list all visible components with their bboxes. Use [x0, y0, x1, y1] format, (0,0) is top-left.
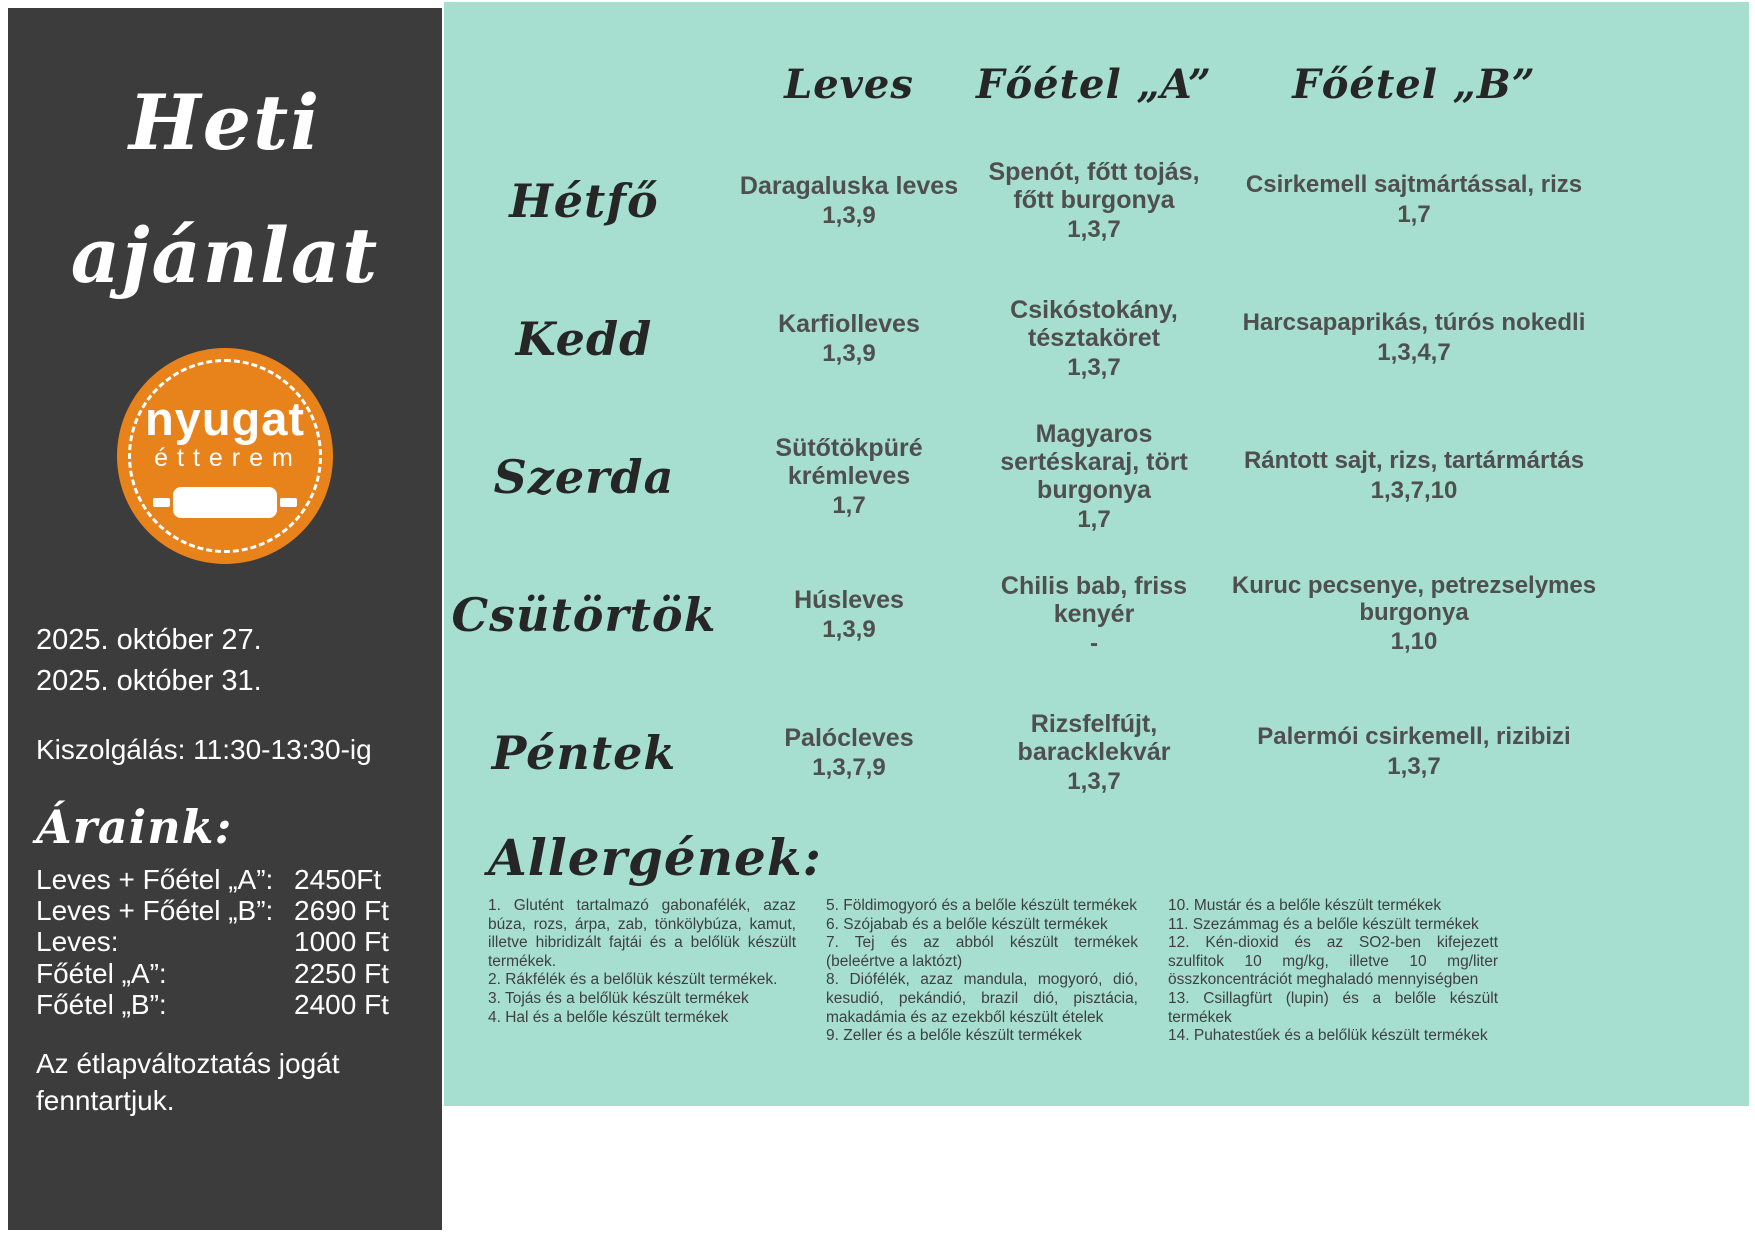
menu-cell-szerda-foetel-a — [974, 408, 1214, 546]
menu-cell-csutortok-leves — [724, 546, 974, 684]
allergen-item: 5. Földimogyoró és a belőle készült termékek — [826, 897, 1138, 914]
rolling-pin-icon — [153, 487, 297, 518]
menu-cell-kedd-foetel-b — [1214, 270, 1614, 408]
allergen-item: 7. Tej és az abból készült termékek (beleértve a laktózt) — [826, 934, 1138, 970]
price-row — [36, 895, 414, 926]
menu-cell-pentek-leves — [724, 684, 974, 822]
day-label-hetfo: Hétfő — [509, 174, 659, 228]
allergen-columns — [488, 897, 1749, 1046]
dish-allergens: 1,3,7,10 — [1370, 477, 1458, 505]
service-hours: Kiszolgálás: 11:30-13:30-ig — [36, 734, 372, 766]
menu-cell-kedd-foetel-a — [974, 270, 1214, 408]
dish-allergens: 1,3,9 — [822, 201, 876, 229]
allergen-column-3 — [1168, 897, 1498, 1046]
dish-allergens: 1,3,9 — [822, 339, 876, 367]
allergen-column-1 — [488, 897, 796, 1046]
menu-area — [444, 2, 1749, 1106]
allergen-item: 14. Puhatestűek és a belőlük készült termékek — [1168, 1027, 1488, 1045]
rolling-pin-handle-left — [153, 498, 170, 507]
allergens-section — [488, 828, 1749, 1046]
dish-allergens: 1,7 — [832, 491, 866, 519]
dish-name: Húsleves — [794, 585, 904, 614]
dish-allergens: 1,3,7,9 — [812, 753, 886, 781]
column-header-foetel-a: Főétel „A” — [976, 60, 1212, 108]
price-row — [36, 864, 414, 895]
price-value: 2250 Ft — [294, 957, 389, 989]
dish-name: Csirkemell sajtmártással, rizs — [1245, 171, 1583, 199]
prices-heading: Áraink: — [36, 800, 233, 855]
column-header-leves: Leves — [784, 60, 914, 108]
rolling-pin-handle-right — [280, 498, 297, 507]
dish-name: Rántott sajt, rizs, tartármártás — [1243, 447, 1585, 475]
page-title — [36, 56, 414, 322]
restaurant-subtitle: étterem — [154, 443, 302, 472]
price-value: 2690 Ft — [294, 894, 389, 926]
dish-allergens: 1,3,7 — [1067, 353, 1121, 381]
allergen-item: 10. Mustár és a belőle készült termékek — [1168, 897, 1442, 914]
dish-allergens: 1,3,7 — [1067, 215, 1121, 243]
day-label-szerda: Szerda — [493, 450, 675, 504]
day-label-pentek: Péntek — [491, 726, 677, 780]
allergen-item: 13. Csillagfürt (lupin) és a belőle készült termékek — [1168, 989, 1498, 1026]
price-label: Főétel „A”: — [36, 957, 167, 989]
dish-name: Kuruc pecsenye, petrezselymes burgonya — [1231, 571, 1597, 626]
price-label: Leves: — [36, 926, 119, 958]
menu-cell-hetfo-leves — [724, 132, 974, 270]
price-value: 1000 Ft — [294, 926, 389, 958]
price-list — [36, 864, 414, 1021]
dish-name: Magyaros sertéskaraj, tört burgonya — [1000, 419, 1188, 504]
price-label: Leves + Főétel „B”: — [36, 894, 274, 926]
restaurant-name: nyugat — [144, 391, 306, 445]
menu-cell-hetfo-foetel-b — [1214, 132, 1614, 270]
page-title-line2: ajánlat — [70, 211, 380, 300]
date-to: 2025. október 31. — [36, 665, 262, 698]
menu-cell-hetfo-foetel-a — [974, 132, 1214, 270]
page-title-line1: Heti — [128, 78, 322, 167]
date-from: 2025. október 27. — [36, 624, 262, 656]
menu-cell-csutortok-foetel-a — [974, 546, 1214, 684]
price-row — [36, 989, 414, 1020]
menu-cell-pentek-foetel-a — [974, 684, 1214, 822]
price-value: 2450Ft — [294, 863, 382, 895]
allergen-item: 8. Diófélék, azaz mandula, mogyoró, dió, kesudió, pekándió, brazil dió, pisztácia, makadámia és az ezekből készült ételek — [826, 971, 1138, 1026]
price-value: 2400 Ft — [294, 988, 389, 1020]
allergen-item: 12. Kén-dioxid és az SO2-ben kifejezett szulfitok 10 mg/kg, illetve 10 mg/liter összkoncentrációt meghaladó mennyiségben — [1168, 934, 1498, 989]
price-label: Főétel „B”: — [36, 988, 167, 1020]
day-label-csutortok: Csütörtök — [451, 588, 717, 642]
allergen-item: 2. Rákfélék és a belőlük készült termékek. — [488, 971, 778, 989]
dish-allergens: 1,3,4,7 — [1377, 339, 1451, 367]
allergen-item: 6. Szójabab és a belőle készült termékek — [826, 915, 1108, 933]
allergen-item: 9. Zeller és a belőle készült termékek — [826, 1027, 1082, 1045]
dish-allergens: 1,7 — [1397, 201, 1431, 229]
dish-allergens: - — [1090, 629, 1098, 657]
rolling-pin-barrel — [173, 487, 277, 518]
price-row — [36, 958, 414, 989]
column-header-foetel-b: Főétel „B” — [1292, 60, 1536, 108]
allergen-column-2 — [826, 897, 1138, 1046]
dish-allergens: 1,3,9 — [822, 615, 876, 643]
menu-cell-szerda-foetel-b — [1214, 408, 1614, 546]
day-label-kedd: Kedd — [515, 312, 653, 366]
menu-cell-pentek-foetel-b — [1214, 684, 1614, 822]
allergens-heading: Allergének: — [488, 828, 822, 887]
dish-name: Sütőtökpüré krémleves — [775, 433, 923, 490]
dish-name: Palermói csirkemell, rizibizi — [1257, 723, 1571, 751]
dish-name: Csikóstokány, tésztaköret — [1010, 295, 1178, 352]
dish-allergens: 1,3,7 — [1067, 767, 1121, 795]
menu-cell-szerda-leves — [724, 408, 974, 546]
date-range — [36, 620, 414, 702]
column-header-day — [444, 36, 724, 132]
dish-name: Karfiolleves — [778, 309, 920, 338]
dish-name: Spenót, főtt tojás, főtt burgonya — [988, 157, 1200, 214]
menu-table — [444, 36, 1749, 822]
dish-allergens: 1,7 — [1077, 505, 1111, 533]
allergen-item: 1. Glutént tartalmazó gabonafélék, azaz búza, rozs, árpa, zab, tönkölybúza, kamut, illetve hibridizált fajtái és a belőlük készült termékek. — [488, 897, 796, 970]
dish-name: Rizsfelfújt, baracklekvár — [1017, 709, 1171, 766]
dish-name: Daragaluska leves — [739, 171, 959, 200]
allergen-item: 3. Tojás és a belőlük készült termékek — [488, 989, 749, 1007]
sidebar — [8, 8, 442, 1230]
dish-allergens: 1,3,7 — [1387, 753, 1441, 781]
menu-cell-kedd-leves — [724, 270, 974, 408]
allergen-item: 4. Hal és a belőle készült termékek — [488, 1008, 729, 1026]
dish-allergens: 1,10 — [1390, 628, 1438, 656]
price-label: Leves + Főétel „A”: — [36, 863, 274, 895]
menu-cell-csutortok-foetel-b — [1214, 546, 1614, 684]
allergen-item: 11. Szezámmag és a belőle készült termékek — [1168, 915, 1479, 933]
price-row — [36, 926, 414, 957]
dish-name: Palócleves — [784, 723, 914, 752]
menu-change-disclaimer: Az étlapváltoztatás jogát fenntartjuk. — [36, 1048, 340, 1116]
dish-name: Harcsapaprikás, túrós nokedli — [1242, 309, 1586, 337]
dish-name: Chilis bab, friss kenyér — [1000, 571, 1188, 628]
restaurant-logo — [117, 348, 333, 564]
